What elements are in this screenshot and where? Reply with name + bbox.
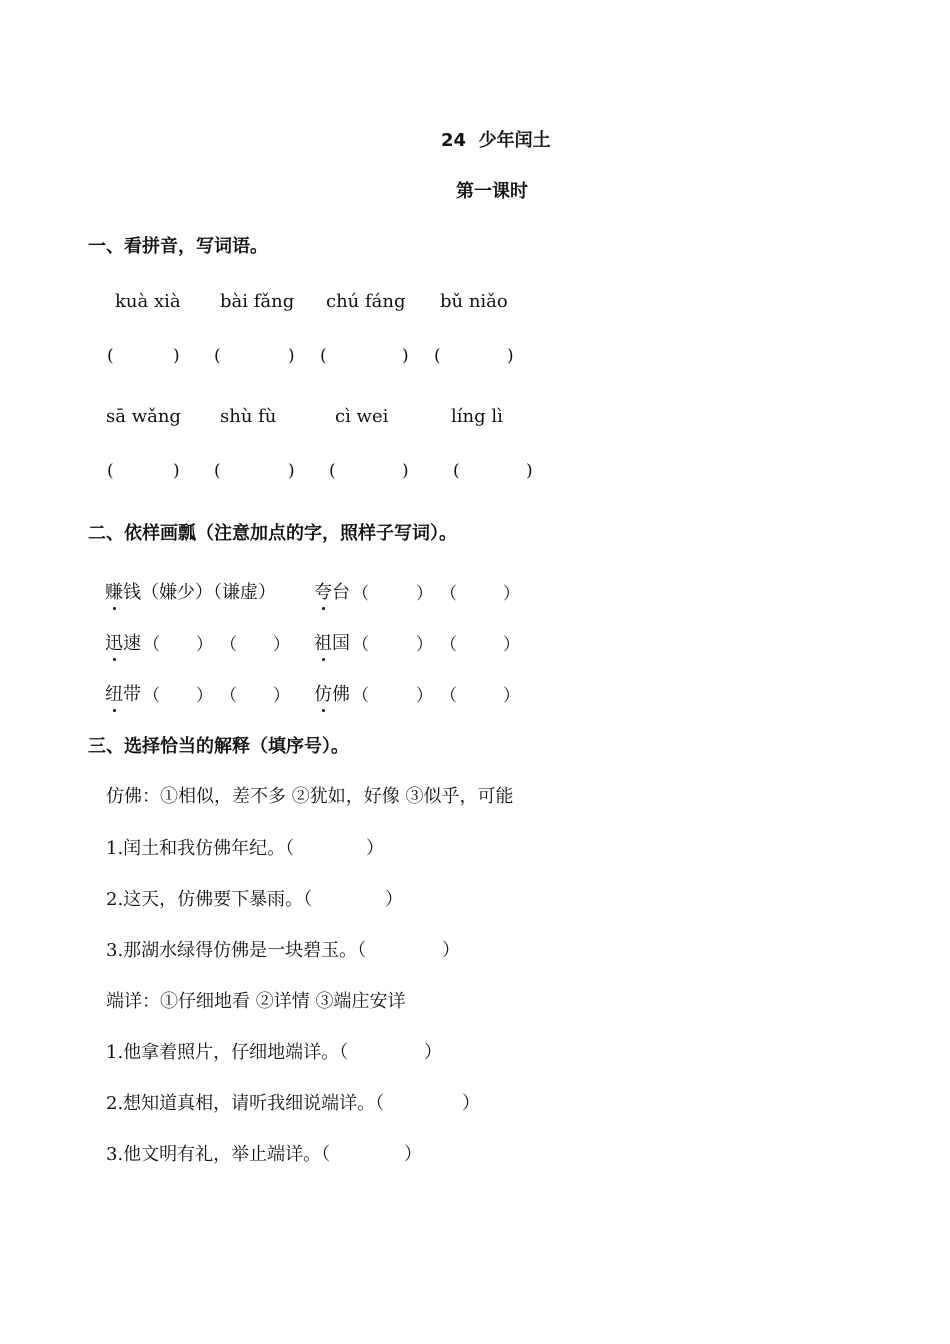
answer-blank-open[interactable]: （ [352,584,369,604]
answer-blank-close: ） [462,1093,480,1114]
answer-blank-open[interactable]: ( [329,461,336,481]
answer-blank-open[interactable]: （ [143,635,160,655]
answer-blank-close: ） [273,635,290,655]
answer-blank-open[interactable]: （ [143,686,160,706]
question-item: 1.闰土和我仿佛年纪。（ [106,838,295,859]
answer-blank-open[interactable]: （ [440,584,457,604]
answer-blank-open[interactable]: ( [434,346,441,366]
pinyin-item: shù fù [220,406,277,427]
answer-blank-close: ) [507,346,514,366]
answer-blank-close: ) [402,346,409,366]
answer-blank-close: ) [173,461,180,481]
pinyin-item: sā wǎng [106,406,181,427]
dotted-char: 祖 [314,629,332,655]
answer-blank-open[interactable]: （ [220,635,237,655]
practice-word [105,629,141,655]
word-rest: 带 [123,684,141,705]
lesson-subtitle: 第一课时 [456,181,528,202]
definition-duanxiang: 端详：①仔细地看 ②详情 ③端庄安详 [106,991,406,1012]
pinyin-item: kuà xià [115,291,181,312]
answer-blank-close: ） [442,940,460,961]
question-item: 3.那湖水绿得仿佛是一块碧玉。（ [106,940,367,961]
answer-blank-open[interactable]: ( [214,346,221,366]
answer-blank-close: ) [402,461,409,481]
dotted-char: 夸 [314,578,332,604]
answer-blank-close: ） [273,686,290,706]
answer-blank-close: ） [424,1042,442,1063]
practice-word [314,680,350,706]
answer-blank-close: ) [288,461,295,481]
word-rest: 佛 [332,684,350,705]
answer-blank-open[interactable]: ( [214,461,221,481]
example-answer: （嫌少）（谦虚） [141,582,276,603]
answer-blank-close: ) [526,461,533,481]
answer-blank-close: ） [503,686,520,706]
section-3-heading: 三、选择恰当的解释（填序号）。 [88,736,349,757]
answer-blank-close: ） [416,635,433,655]
answer-blank-close: ） [404,1144,422,1165]
answer-blank-open[interactable]: （ [440,686,457,706]
answer-blank-close: ） [503,635,520,655]
answer-blank-open[interactable]: ( [320,346,327,366]
answer-blank-open[interactable]: （ [352,635,369,655]
word-rest: 台 [332,582,350,603]
answer-blank-close: ） [416,584,433,604]
answer-blank-open[interactable]: （ [352,686,369,706]
answer-blank-close: ） [366,838,384,859]
practice-word [314,629,350,655]
section-1-heading: 一、看拼音，写词语。 [88,236,268,257]
dotted-char: 赚 [105,578,123,604]
word-rest: 速 [123,633,141,654]
pinyin-item: chú fáng [326,291,406,312]
pinyin-item: bǔ niǎo [440,291,508,312]
answer-blank-close: ） [385,889,403,910]
answer-blank-close: ) [288,346,295,366]
definition-fangfu: 仿佛：①相似，差不多 ②犹如，好像 ③似乎，可能 [106,786,514,807]
question-item: 1.他拿着照片，仔细地端详。（ [106,1042,349,1063]
answer-blank-open[interactable]: ( [453,461,460,481]
question-item: 3.他文明有礼，举止端详。（ [106,1144,331,1165]
dotted-char: 仿 [314,680,332,706]
answer-blank-close: ） [196,635,213,655]
word-rest: 钱 [123,582,141,603]
practice-word [105,680,141,706]
answer-blank-open[interactable]: ( [107,346,114,366]
word-rest: 国 [332,633,350,654]
practice-word [314,578,350,604]
answer-blank-close: ） [416,686,433,706]
answer-blank-open[interactable]: ( [107,461,114,481]
pinyin-item: cì wei [335,406,389,427]
pinyin-item: líng lì [451,406,503,427]
answer-blank-close: ) [173,346,180,366]
answer-blank-open[interactable]: （ [440,635,457,655]
pinyin-item: bài fǎng [220,291,295,312]
answer-blank-close: ） [503,584,520,604]
dotted-char: 迅 [105,629,123,655]
answer-blank-open[interactable]: （ [220,686,237,706]
question-item: 2.想知道真相，请听我细说端详。（ [106,1093,385,1114]
question-item: 2.这天，仿佛要下暴雨。（ [106,889,313,910]
example-word [105,578,141,604]
page-title: 24 少年闰土 [441,130,551,151]
dotted-char: 纽 [105,680,123,706]
section-2-heading: 二、依样画瓢（注意加点的字，照样子写词）。 [88,523,457,544]
answer-blank-close: ） [196,686,213,706]
